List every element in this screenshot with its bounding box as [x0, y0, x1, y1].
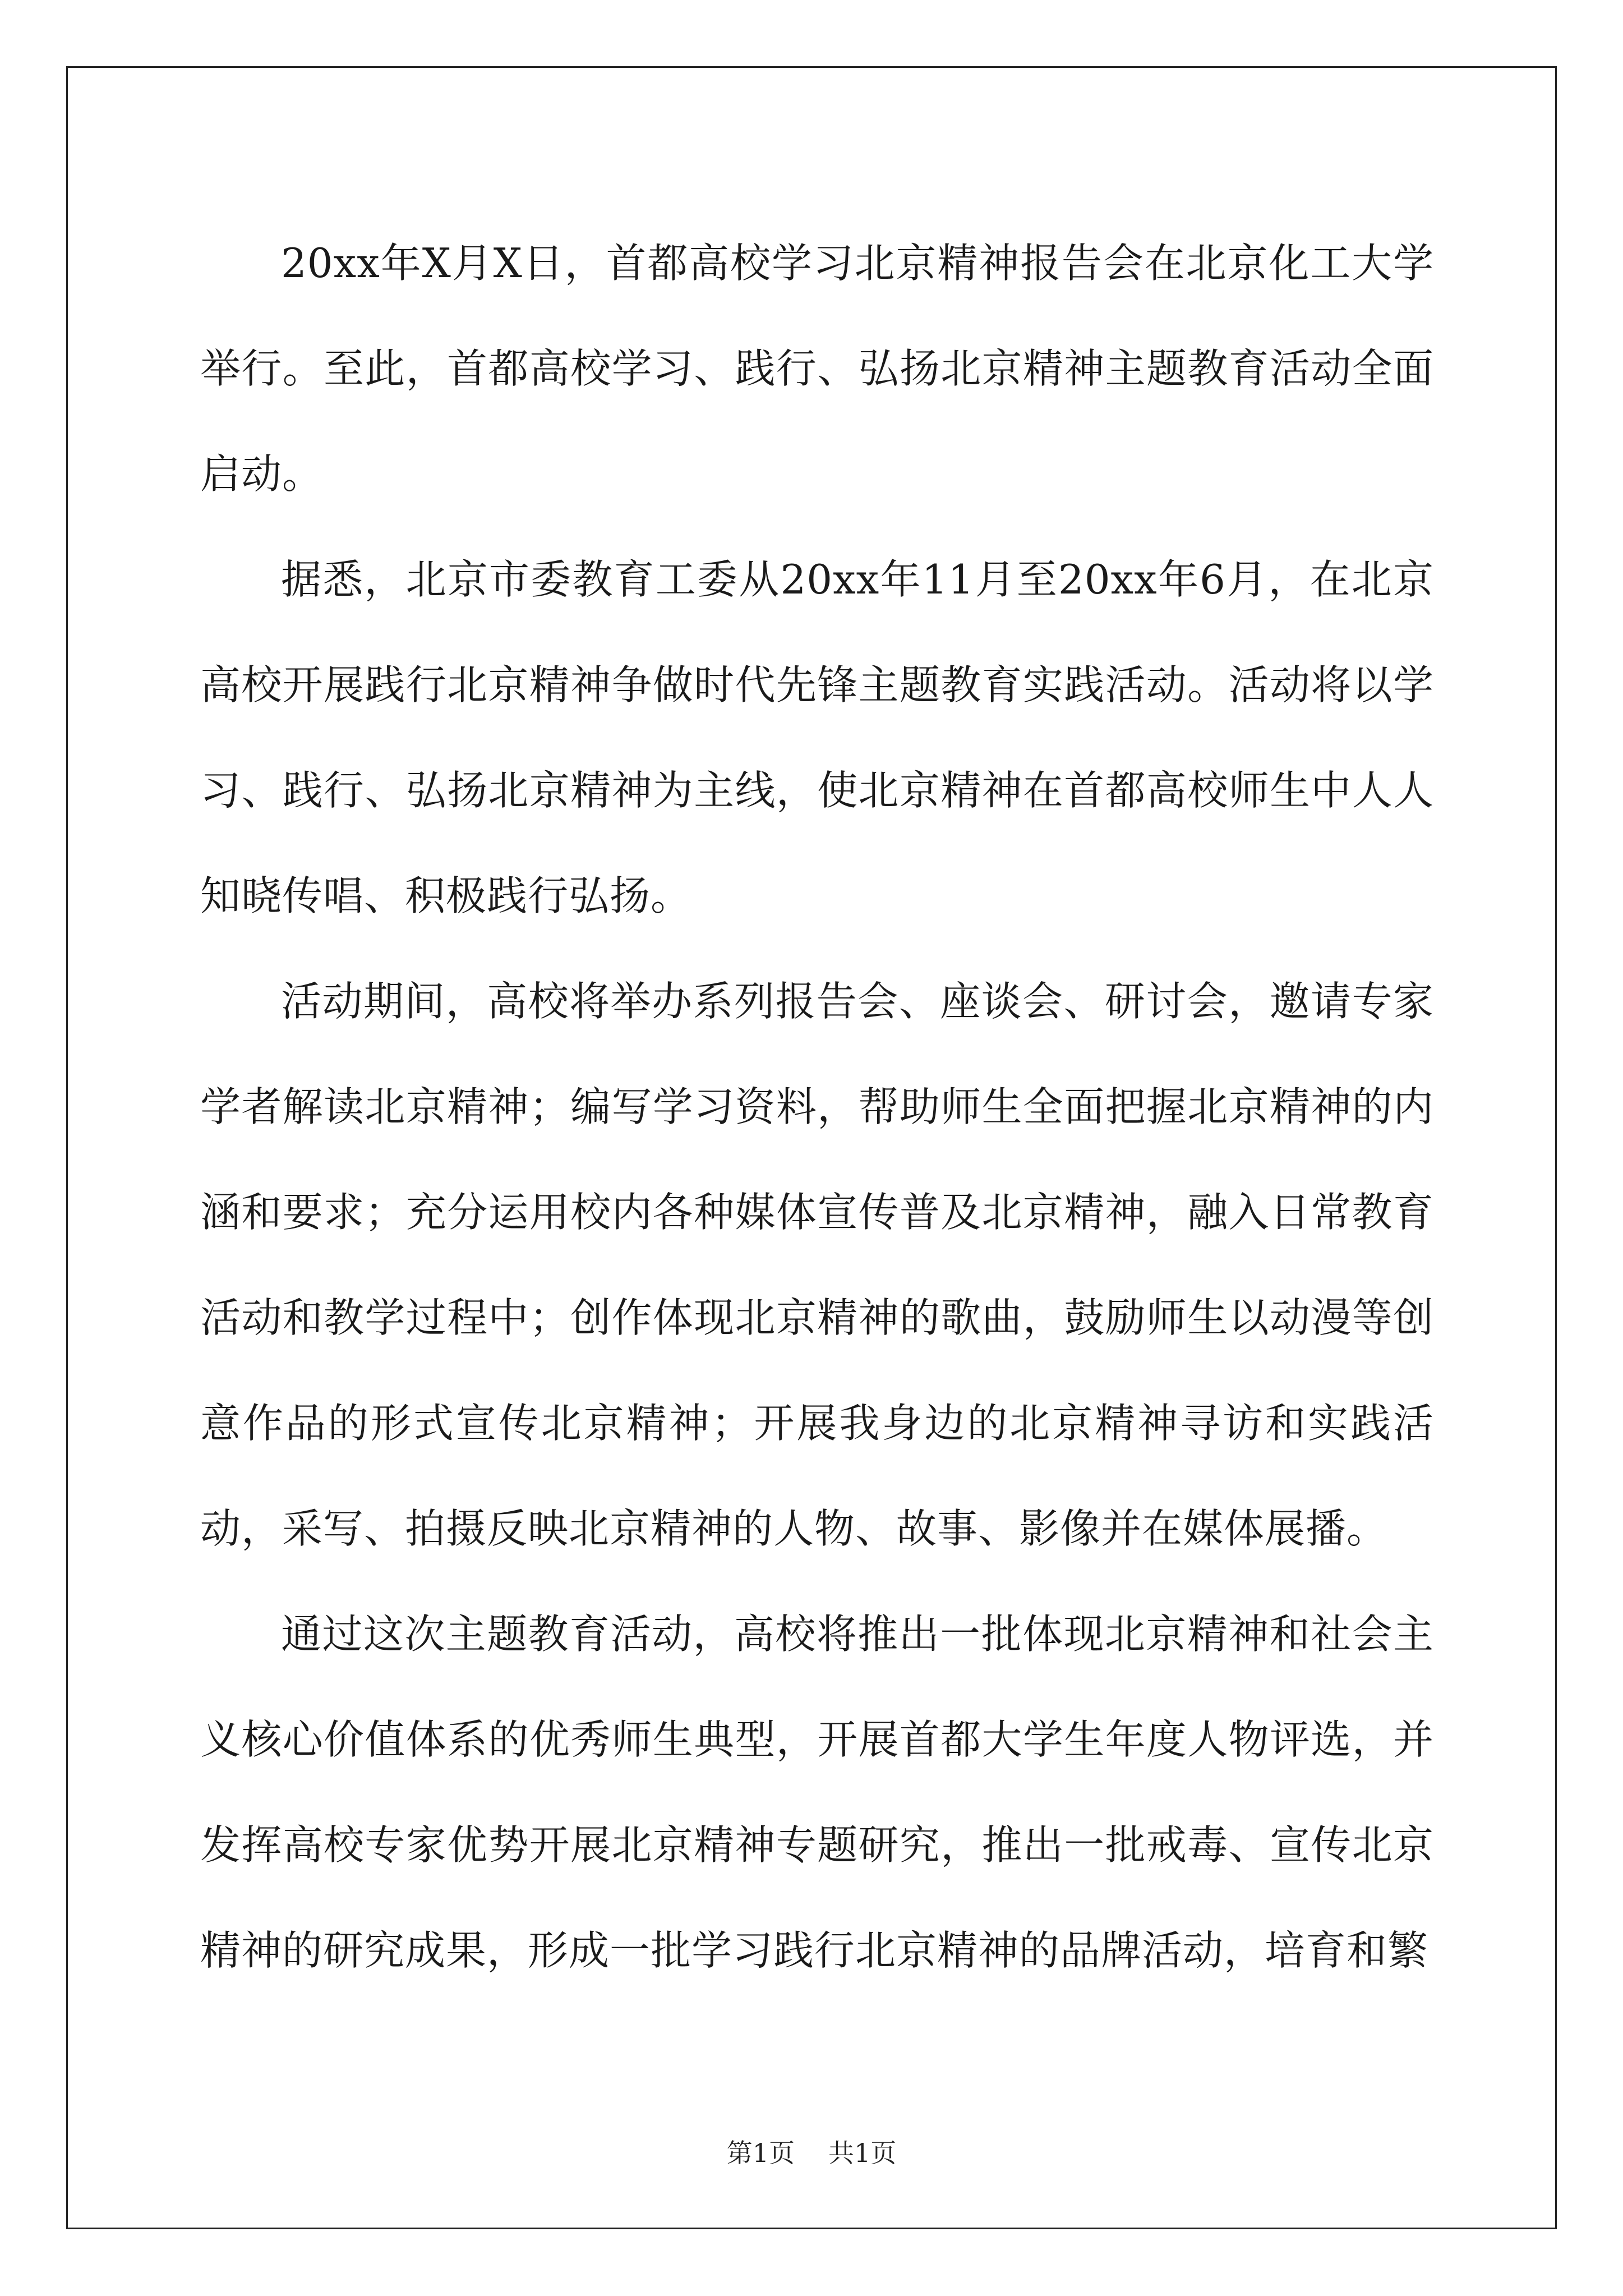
page-total: 共1页 — [828, 2138, 897, 2168]
page-footer — [0, 2136, 1623, 2170]
document-body — [200, 210, 1434, 2003]
paragraph-2: 据悉，北京市委教育工委从20xx年11月至20xx年6月，在北京高校开展践行北京精神争做时代先锋主题教育实践活动。活动将以学习、践行、弘扬北京精神为主线，使北京精神在首都高校师生中人人知晓传唱、积极践行弘扬。 — [200, 556, 1434, 919]
page-number: 第1页 — [726, 2138, 795, 2168]
paragraph-1: 20xx年X月X日，首都高校学习北京精神报告会在北京化工大学举行。至此，首都高校学习、践行、弘扬北京精神主题教育活动全面启动。 — [200, 240, 1434, 498]
paragraph-4: 通过这次主题教育活动，高校将推出一批体现北京精神和社会主义核心价值体系的优秀师生典型，开展首都大学生年度人物评选，并发挥高校专家优势开展北京精神专题研究，推出一批戒毒、宣传北京精神的研究成果，形成一批学习践行北京精神的品牌活动，培育和繁 — [200, 1611, 1434, 1974]
paragraph-3: 活动期间，高校将举办系列报告会、座谈会、研讨会，邀请专家学者解读北京精神；编写学习资料，帮助师生全面把握北京精神的内涵和要求；充分运用校内各种媒体宣传普及北京精神，融入日常教育活动和教学过程中；创作体现北京精神的歌曲，鼓励师生以动漫等创意作品的形式宣传北京精神；开展我身边的北京精神寻访和实践活动，采写、拍摄反映北京精神的人物、故事、影像并在媒体展播。 — [200, 978, 1434, 1552]
